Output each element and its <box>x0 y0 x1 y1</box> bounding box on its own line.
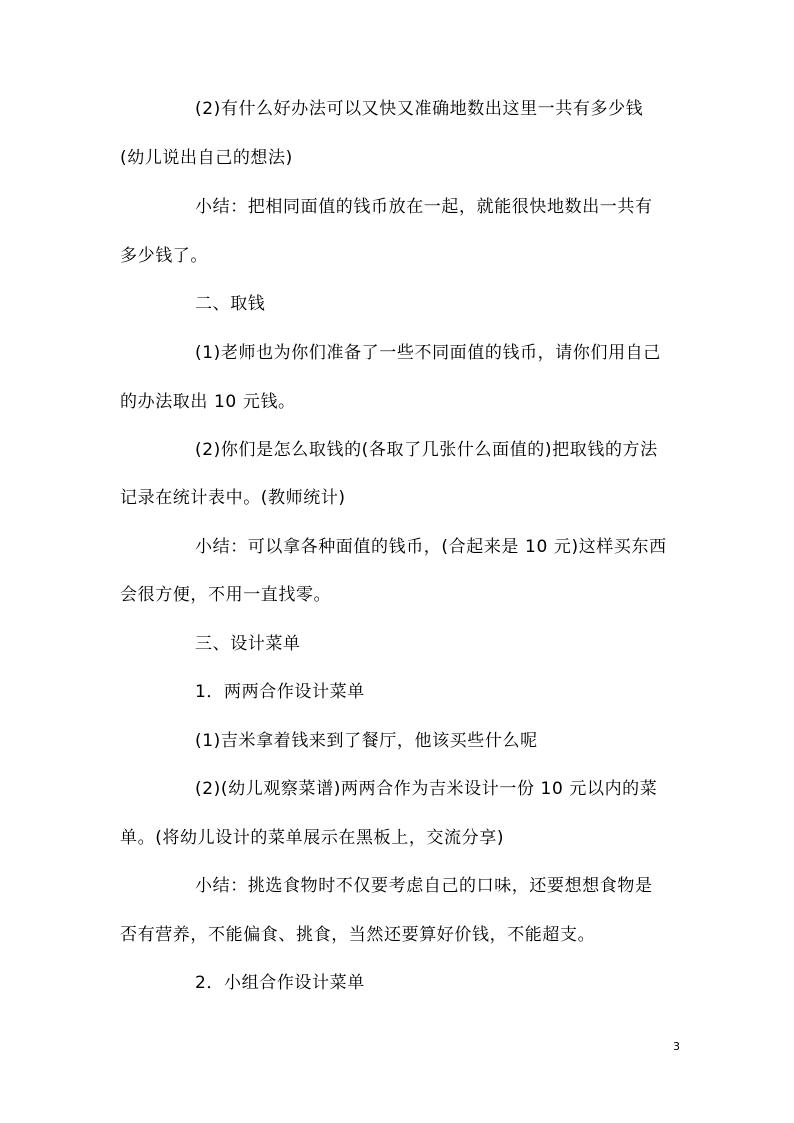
paragraph-line: 小结：把相同面值的钱币放在一起，就能很快地数出一共有 <box>195 197 653 217</box>
paragraph-line: (幼儿说出自己的想法) <box>120 148 293 168</box>
paragraph-line: 会很方便，不用一直找零。 <box>120 585 332 605</box>
section-heading: 二、取钱 <box>195 294 266 314</box>
paragraph-line: (2)有什么好办法可以又快又准确地数出这里一共有多少钱 <box>195 99 644 119</box>
paragraph-line: 的办法取出 10 元钱。 <box>120 392 296 412</box>
paragraph-line: (1)老师也为你们准备了一些不同面值的钱币，请你们用自己 <box>195 343 661 363</box>
paragraph-line: (2)你们是怎么取钱的(各取了几张什么面值的)把取钱的方法 <box>195 440 658 460</box>
paragraph-line: 小结：挑选食物时不仅要考虑自己的口味，还要想想食物是 <box>195 876 653 896</box>
subsection-heading: 1．两两合作设计菜单 <box>195 682 365 702</box>
paragraph-line: 否有营养，不能偏食、挑食，当然还要算好价钱，不能超支。 <box>120 925 596 945</box>
paragraph-line: (2)(幼儿观察菜谱)两两合作为吉米设计一份 10 元以内的菜 <box>195 779 658 799</box>
paragraph-line: 记录在统计表中。(教师统计) <box>120 488 346 508</box>
paragraph-line: (1)吉米拿着钱来到了餐厅，他该买些什么呢 <box>195 731 538 751</box>
page-number: 3 <box>673 1040 680 1053</box>
subsection-heading: 2．小组合作设计菜单 <box>195 973 365 993</box>
section-heading: 三、设计菜单 <box>195 634 301 654</box>
paragraph-line: 单。(将幼儿设计的菜单展示在黑板上，交流分享) <box>120 828 505 848</box>
paragraph-line: 小结：可以拿各种面值的钱币，(合起来是 10 元)这样买东西 <box>195 537 667 557</box>
paragraph-line: 多少钱了。 <box>120 246 208 266</box>
